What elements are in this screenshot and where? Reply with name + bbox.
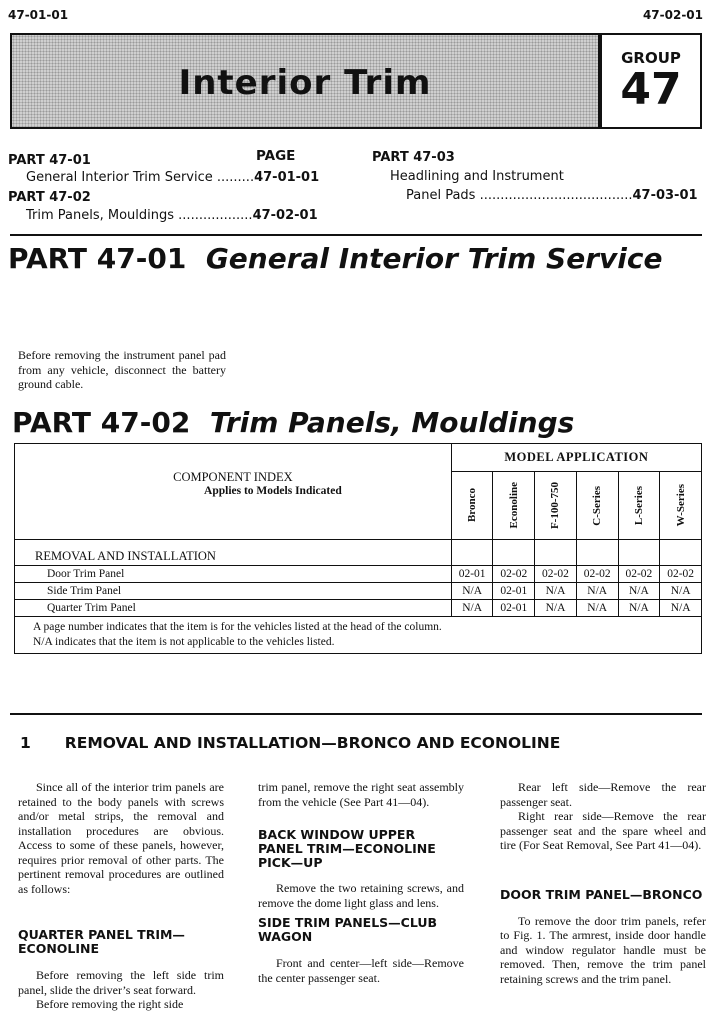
table-cell: 02-02 <box>535 566 577 583</box>
part-4701-heading: PART 47-01 General Interior Trim Service <box>8 242 663 275</box>
toc-part1-entry[interactable]: General Interior Trim Service .........47-01-01 <box>26 170 320 185</box>
section-row <box>15 540 702 566</box>
table-cell: 02-02 <box>618 566 660 583</box>
table-cell: 02-01 <box>493 583 535 600</box>
page-number-left: 47-01-01 <box>8 8 69 22</box>
component-index-table <box>14 443 702 654</box>
table-cell: N/A <box>576 600 618 617</box>
paragraph: Right rear side—Remove the rear passenger seat and the spare wheel and tire (For Seat Removal, See Part 41—04). <box>500 809 706 852</box>
subheading-quarter-panel: QUARTER PANEL TRIM—ECONOLINE <box>18 927 185 956</box>
title-banner <box>10 33 600 129</box>
table-cell: N/A <box>660 583 702 600</box>
toc-part2-heading: PART 47-02 <box>8 190 91 205</box>
model-name: Econoline <box>507 482 520 529</box>
footnote-page-number: A page number indicates that the item is for the vehicles listed at the head of the column. <box>33 621 442 633</box>
group-label: GROUP <box>621 49 681 67</box>
paragraph: Rear left side—Remove the rear passenger seat. <box>500 780 706 809</box>
model-column-header <box>660 472 702 540</box>
paragraph: Before removing the left side trim panel, slide the driver’s seat forward. <box>18 968 224 997</box>
model-column-header <box>618 472 660 540</box>
table-cell: N/A <box>660 600 702 617</box>
row-label[interactable]: Side Trim Panel <box>15 583 452 600</box>
table-row <box>15 566 702 583</box>
model-column-header <box>451 472 493 540</box>
table-row <box>15 583 702 600</box>
table-title: COMPONENT INDEX <box>173 470 293 484</box>
empty-cell <box>660 540 702 566</box>
table-body <box>15 540 702 617</box>
toc-part3-heading: PART 47-03 <box>372 150 455 165</box>
empty-cell <box>493 540 535 566</box>
text-column-1 <box>18 780 224 1012</box>
model-application-header: MODEL APPLICATION <box>451 444 701 472</box>
intro-paragraph: Since all of the interior trim panels are retained to the body panels with screws and/or metal strips, the removal and installation procedures are obvious. Access to some of these panels, however, requires prior removal of other parts. The pertinent removal procedures are outlined as follows: <box>18 780 224 896</box>
toc-part3-entry[interactable]: Panel Pads .....................................47-03-01 <box>406 188 698 203</box>
row-label[interactable]: Door Trim Panel <box>15 566 452 583</box>
table-title-cell <box>15 444 452 540</box>
table-cell: 02-02 <box>660 566 702 583</box>
table-cell: N/A <box>535 583 577 600</box>
paragraph: trim panel, remove the right seat assembly from the vehicle (See Part 41—04). <box>258 780 464 809</box>
model-name: C-Series <box>591 485 604 526</box>
divider <box>10 234 702 236</box>
empty-cell <box>618 540 660 566</box>
divider <box>10 713 702 715</box>
model-name: F-100-750 <box>549 481 562 530</box>
paragraph: Remove the two retaining screws, and remove the dome light glass and lens. <box>258 881 464 910</box>
table-cell: 02-01 <box>493 600 535 617</box>
page-title: Interior Trim <box>178 63 432 103</box>
page-number-right: 47-02-01 <box>642 8 703 22</box>
toc-part2-entry[interactable]: Trim Panels, Mouldings ..................47-02-01 <box>26 208 318 223</box>
text-column-3 <box>500 780 706 986</box>
table-cell: N/A <box>618 600 660 617</box>
table-row <box>15 600 702 617</box>
model-column-header <box>576 472 618 540</box>
toc-part3-line1: Headlining and Instrument <box>390 169 564 184</box>
paragraph: Front and center—left side—Remove the center passenger seat. <box>258 956 464 985</box>
table-footnotes <box>15 617 702 654</box>
model-column-header <box>535 472 577 540</box>
toc-page-label: PAGE <box>256 148 296 164</box>
subheading-back-window: BACK WINDOW UPPER PANEL TRIM—ECONOLINE PICK—UP <box>258 827 436 870</box>
group-number: 47 <box>620 64 682 115</box>
section-label: REMOVAL AND INSTALLATION <box>15 540 452 566</box>
model-name: W-Series <box>674 484 687 527</box>
empty-cell <box>576 540 618 566</box>
text-column-2 <box>258 780 464 985</box>
table-cell: N/A <box>618 583 660 600</box>
empty-cell <box>451 540 493 566</box>
table-subtitle: Applies to Models Indicated <box>204 485 342 497</box>
paragraph: Before removing the right side <box>36 997 184 1011</box>
model-name: L-Series <box>632 485 645 526</box>
table-cell: N/A <box>451 600 493 617</box>
table-cell: 02-02 <box>576 566 618 583</box>
row-label[interactable]: Quarter Trim Panel <box>15 600 452 617</box>
subheading-side-trim: SIDE TRIM PANELS—CLUB WAGON <box>258 915 438 944</box>
table-cell: 02-01 <box>451 566 493 583</box>
table-cell: 02-02 <box>493 566 535 583</box>
part-4702-heading: PART 47-02 Trim Panels, Mouldings <box>12 406 575 439</box>
subheading-door-trim: DOOR TRIM PANEL—BRONCO <box>500 886 703 902</box>
toc-part1-heading: PART 47-01 <box>8 153 91 168</box>
model-column-header <box>493 472 535 540</box>
section-1-heading: 1 REMOVAL AND INSTALLATION—BRONCO AND ECONOLINE <box>20 734 561 752</box>
footnote-na: N/A indicates that the item is not applicable to the vehicles listed. <box>33 636 335 648</box>
model-name: Bronco <box>466 488 479 523</box>
battery-note: Before removing the instrument panel pad from any vehicle, disconnect the battery ground cable. <box>18 348 226 391</box>
table-cell: N/A <box>535 600 577 617</box>
empty-cell <box>535 540 577 566</box>
group-box <box>600 33 702 129</box>
table-cell: N/A <box>576 583 618 600</box>
paragraph: To remove the door trim panels, refer to Fig. 1. The armrest, inside door handle and window regulator handle must be removed. Then, remove the trim panel retaining screws and the trim panel. <box>500 913 706 986</box>
table-cell: N/A <box>451 583 493 600</box>
